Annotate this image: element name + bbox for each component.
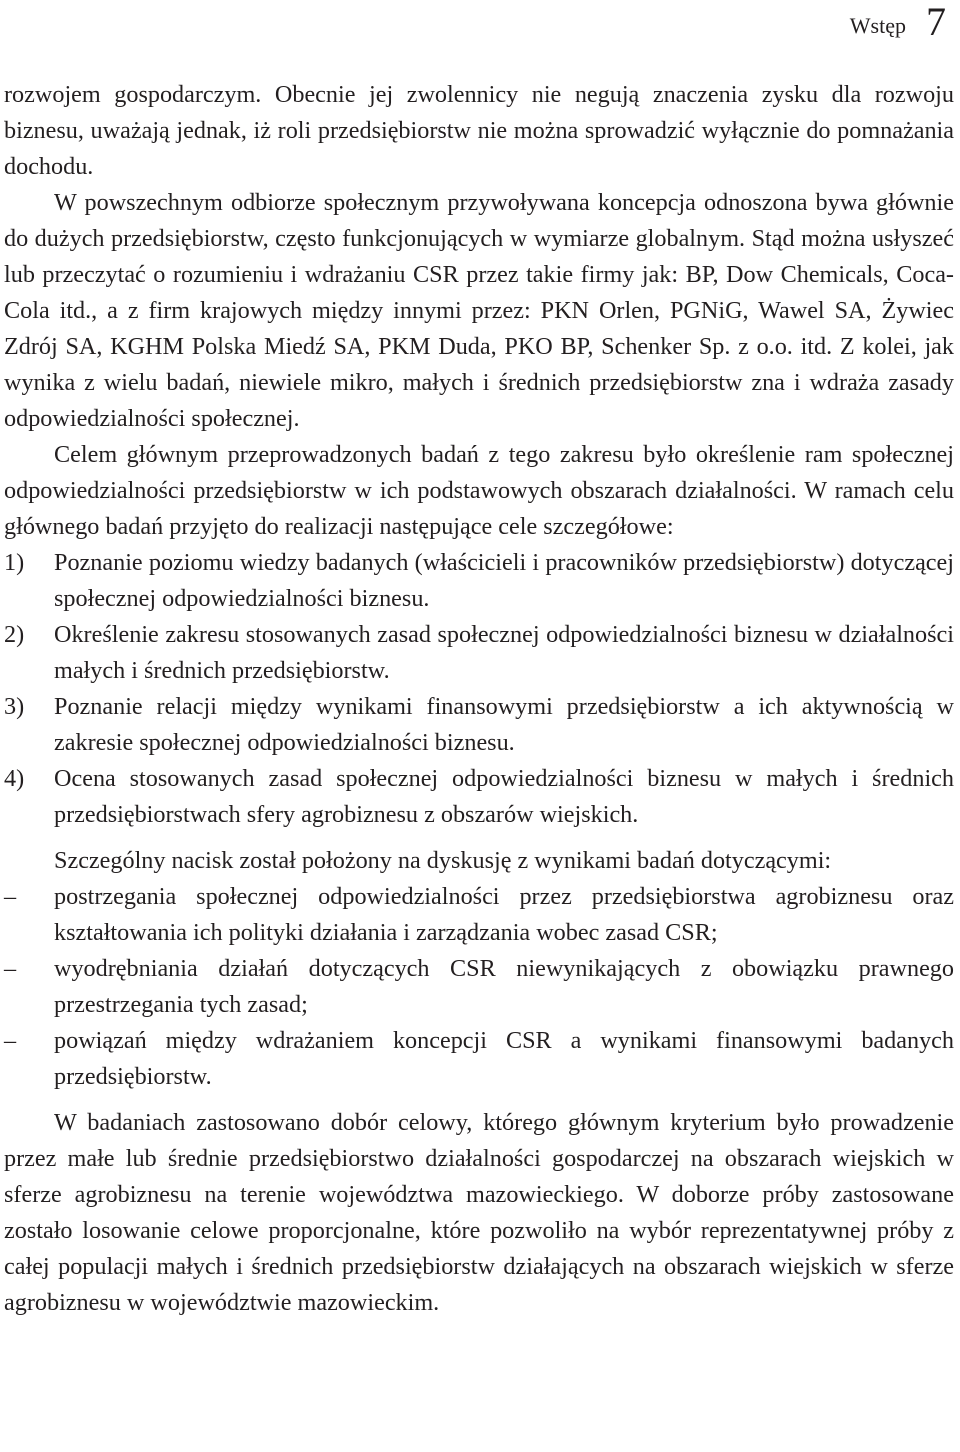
list-marker: 3) (4, 693, 25, 720)
list-item (4, 545, 954, 617)
page-body (4, 77, 954, 1321)
list-item-text: powiązań między wdrażaniem koncepcji CSR a wynikami finansowymi badanych przedsiębiorstw. (54, 1027, 954, 1090)
emphasis-list (4, 879, 954, 1095)
paragraph-research-goal: Celem głównym przeprowadzonych badań z tego zakresu było określenie ram społecznej odpowiedzialności przedsiębiorstw w ich podstawowych obszarach działalności. W ramach celu głównego badań przyjęto do realizacji następujące cele szczegółowe: (4, 441, 954, 540)
list-item-text: Poznanie poziomu wiedzy badanych (właścicieli i pracowników przedsiębiorstw) dotyczącej społecznej odpowiedzialności biznesu. (54, 549, 954, 612)
list-item (4, 879, 954, 951)
list-marker: – (4, 955, 17, 982)
list-item-text: Określenie zakresu stosowanych zasad społecznej odpowiedzialności biznesu w działalności małych i średnich przedsiębiorstw. (54, 621, 954, 684)
list-item (4, 761, 954, 833)
list-item-text: postrzegania społecznej odpowiedzialności przez przedsiębiorstwa agrobiznesu oraz kształtowania ich polityki działania i zarządzania wobec zasad CSR; (54, 883, 954, 946)
objectives-list (4, 545, 954, 833)
list-item-text: Poznanie relacji między wynikami finansowymi przedsiębiorstw a ich aktywnością w zakresie społecznej odpowiedzialności biznesu. (54, 693, 954, 756)
list-marker: 2) (4, 621, 25, 648)
running-head-section: Wstęp (849, 13, 906, 38)
list-marker: – (4, 1027, 17, 1054)
list-marker: 4) (4, 765, 25, 792)
list-item-text: Ocena stosowanych zasad społecznej odpowiedzialności biznesu w małych i średnich przedsiębiorstwach sfery agrobiznesu z obszarów wiejskich. (54, 765, 954, 828)
page-header (849, 0, 946, 44)
list-item-text: wyodrębniania działań dotyczących CSR niewynikających z obowiązku prawnego przestrzegania tych zasad; (54, 955, 954, 1018)
paragraph-continuation: rozwojem gospodarczym. Obecnie jej zwolennicy nie negują znaczenia zysku dla rozwoju biznesu, uważają jednak, iż roli przedsiębiorstw nie można sprowadzić wyłącznie do pomnażania dochodu. (4, 81, 954, 180)
list-item (4, 951, 954, 1023)
list-item (4, 1023, 954, 1095)
list-item (4, 689, 954, 761)
list-item (4, 617, 954, 689)
list-marker: – (4, 883, 17, 910)
paragraph-csr-perception: W powszechnym odbiorze społecznym przywoływana koncepcja odnoszona bywa głównie do dużych przedsiębiorstw, często funkcjonujących w wymiarze globalnym. Stąd można usłyszeć lub przeczytać o rozumieniu i wdrażaniu CSR przez takie firmy jak: BP, Dow Chemicals, Coca-Cola itd., a z firm krajowych między innymi przez: PKN Orlen, PGNiG, Wawel SA, Żywiec Zdrój SA, KGHM Polska Miedź SA, PKM Duda, PKO BP, Schenker Sp. z o.o. itd. Z kolei, jak wynika z wielu badań, niewiele mikro, małych i średnich przedsiębiorstw zna i wdraża zasady odpowiedzialności społecznej. (4, 189, 954, 432)
list-marker: 1) (4, 549, 25, 576)
paragraph-emphasis-intro: Szczególny nacisk został położony na dyskusję z wynikami badań dotyczącymi: (54, 847, 832, 874)
paragraph-methodology: W badaniach zastosowano dobór celowy, którego głównym kryterium było prowadzenie przez małe lub średnie przedsiębiorstwo działalności gospodarczej na obszarach wiejskich w sferze agrobiznesu na terenie województwa mazowieckiego. W doborze próby zastosowane zostało losowanie celowe proporcjonalne, które pozwoliło na wybór reprezentatywnej próby z całej populacji małych i średnich przedsiębiorstw działających na obszarach wiejskich w sferze agrobiznesu w województwie mazowieckim. (4, 1109, 954, 1316)
page-number: 7 (926, 0, 946, 44)
